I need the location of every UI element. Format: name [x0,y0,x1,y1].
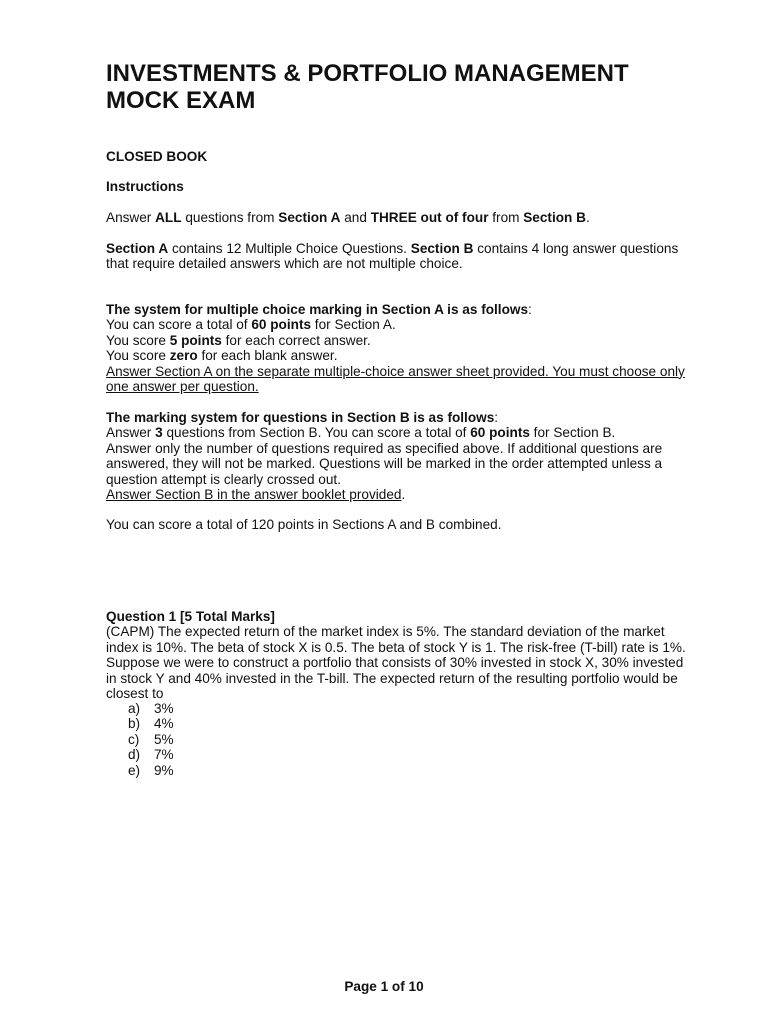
section-b-total-line: Answer 3 questions from Section B. You can score a total of 60 points for Section B. [106,425,616,441]
option-letter: e) [128,762,141,778]
exam-title-line1: INVESTMENTS & PORTFOLIO MANAGEMENT [106,60,629,87]
option-letter: b) [128,716,141,732]
option-letter: c) [128,731,140,747]
section-b-marking [106,410,686,502]
question-1 [106,609,686,701]
option-d [128,747,174,762]
sections-description: Section A contains 12 Multiple Choice Questions. Section B contains 4 long answer questions that require detailed answers which are not multiple choice. [106,241,679,272]
section-a-marking [106,302,686,394]
total-points-note: You can score a total of 120 points in Sections A and B combined. [106,517,502,532]
closed-book-label: CLOSED BOOK [106,149,208,164]
exam-title-line2: MOCK EXAM [106,87,256,114]
option-text: 5% [154,731,174,747]
option-text: 7% [154,747,174,763]
question-1-options [128,701,174,778]
option-text: 3% [154,701,174,716]
section-a-answer-sheet-note: Answer Section A on the separate multiple-choice answer sheet provided. You must choose only one answer per question. [106,363,685,395]
section-a-correct-line: You score 5 points for each correct answer. [106,332,371,348]
section-a-total-line: You can score a total of 60 points for Section A. [106,317,396,333]
option-letter: d) [128,747,141,763]
page-number: Page 1 of 10 [344,979,424,994]
section-b-booklet-note: Answer Section B in the answer booklet provided. [106,487,406,503]
option-a [128,701,174,716]
section-b-marking-heading: The marking system for questions in Section B is as follows: [106,410,499,425]
section-a-blank-line: You score zero for each blank answer. [106,348,338,364]
option-text: 4% [154,716,174,732]
question-1-body: (CAPM) The expected return of the market index is 5%. The standard deviation of the market index is 10%. The beta of stock X is 0.5. The beta of stock Y is 1. The risk-free (T-bill) rate is 1%. Suppose we were to construct a portfolio that consists of 30% invested in stock X, 30% invested in stock Y and 40% invested in the T-bill. The expected return of the resulting portfolio would be closest to [106,624,686,702]
option-b [128,716,174,731]
option-letter: a) [128,701,141,716]
instructions-heading: Instructions [106,179,184,194]
option-c [128,732,174,747]
section-a-marking-heading: The system for multiple choice marking in Section A is as follows: [106,302,532,317]
option-text: 9% [154,762,174,778]
question-1-heading: Question 1 [5 Total Marks] [106,609,275,624]
option-e [128,763,174,778]
answer-instruction: Answer ALL questions from Section A and THREE out of four from Section B. [106,210,590,225]
exam-title [106,60,726,114]
section-b-rules-text: Answer only the number of questions required as specified above. If additional questions are answered, they will not be marked. Questions will be marked in the order attempted unless a question attempt is clearly crossed out. [106,440,663,487]
